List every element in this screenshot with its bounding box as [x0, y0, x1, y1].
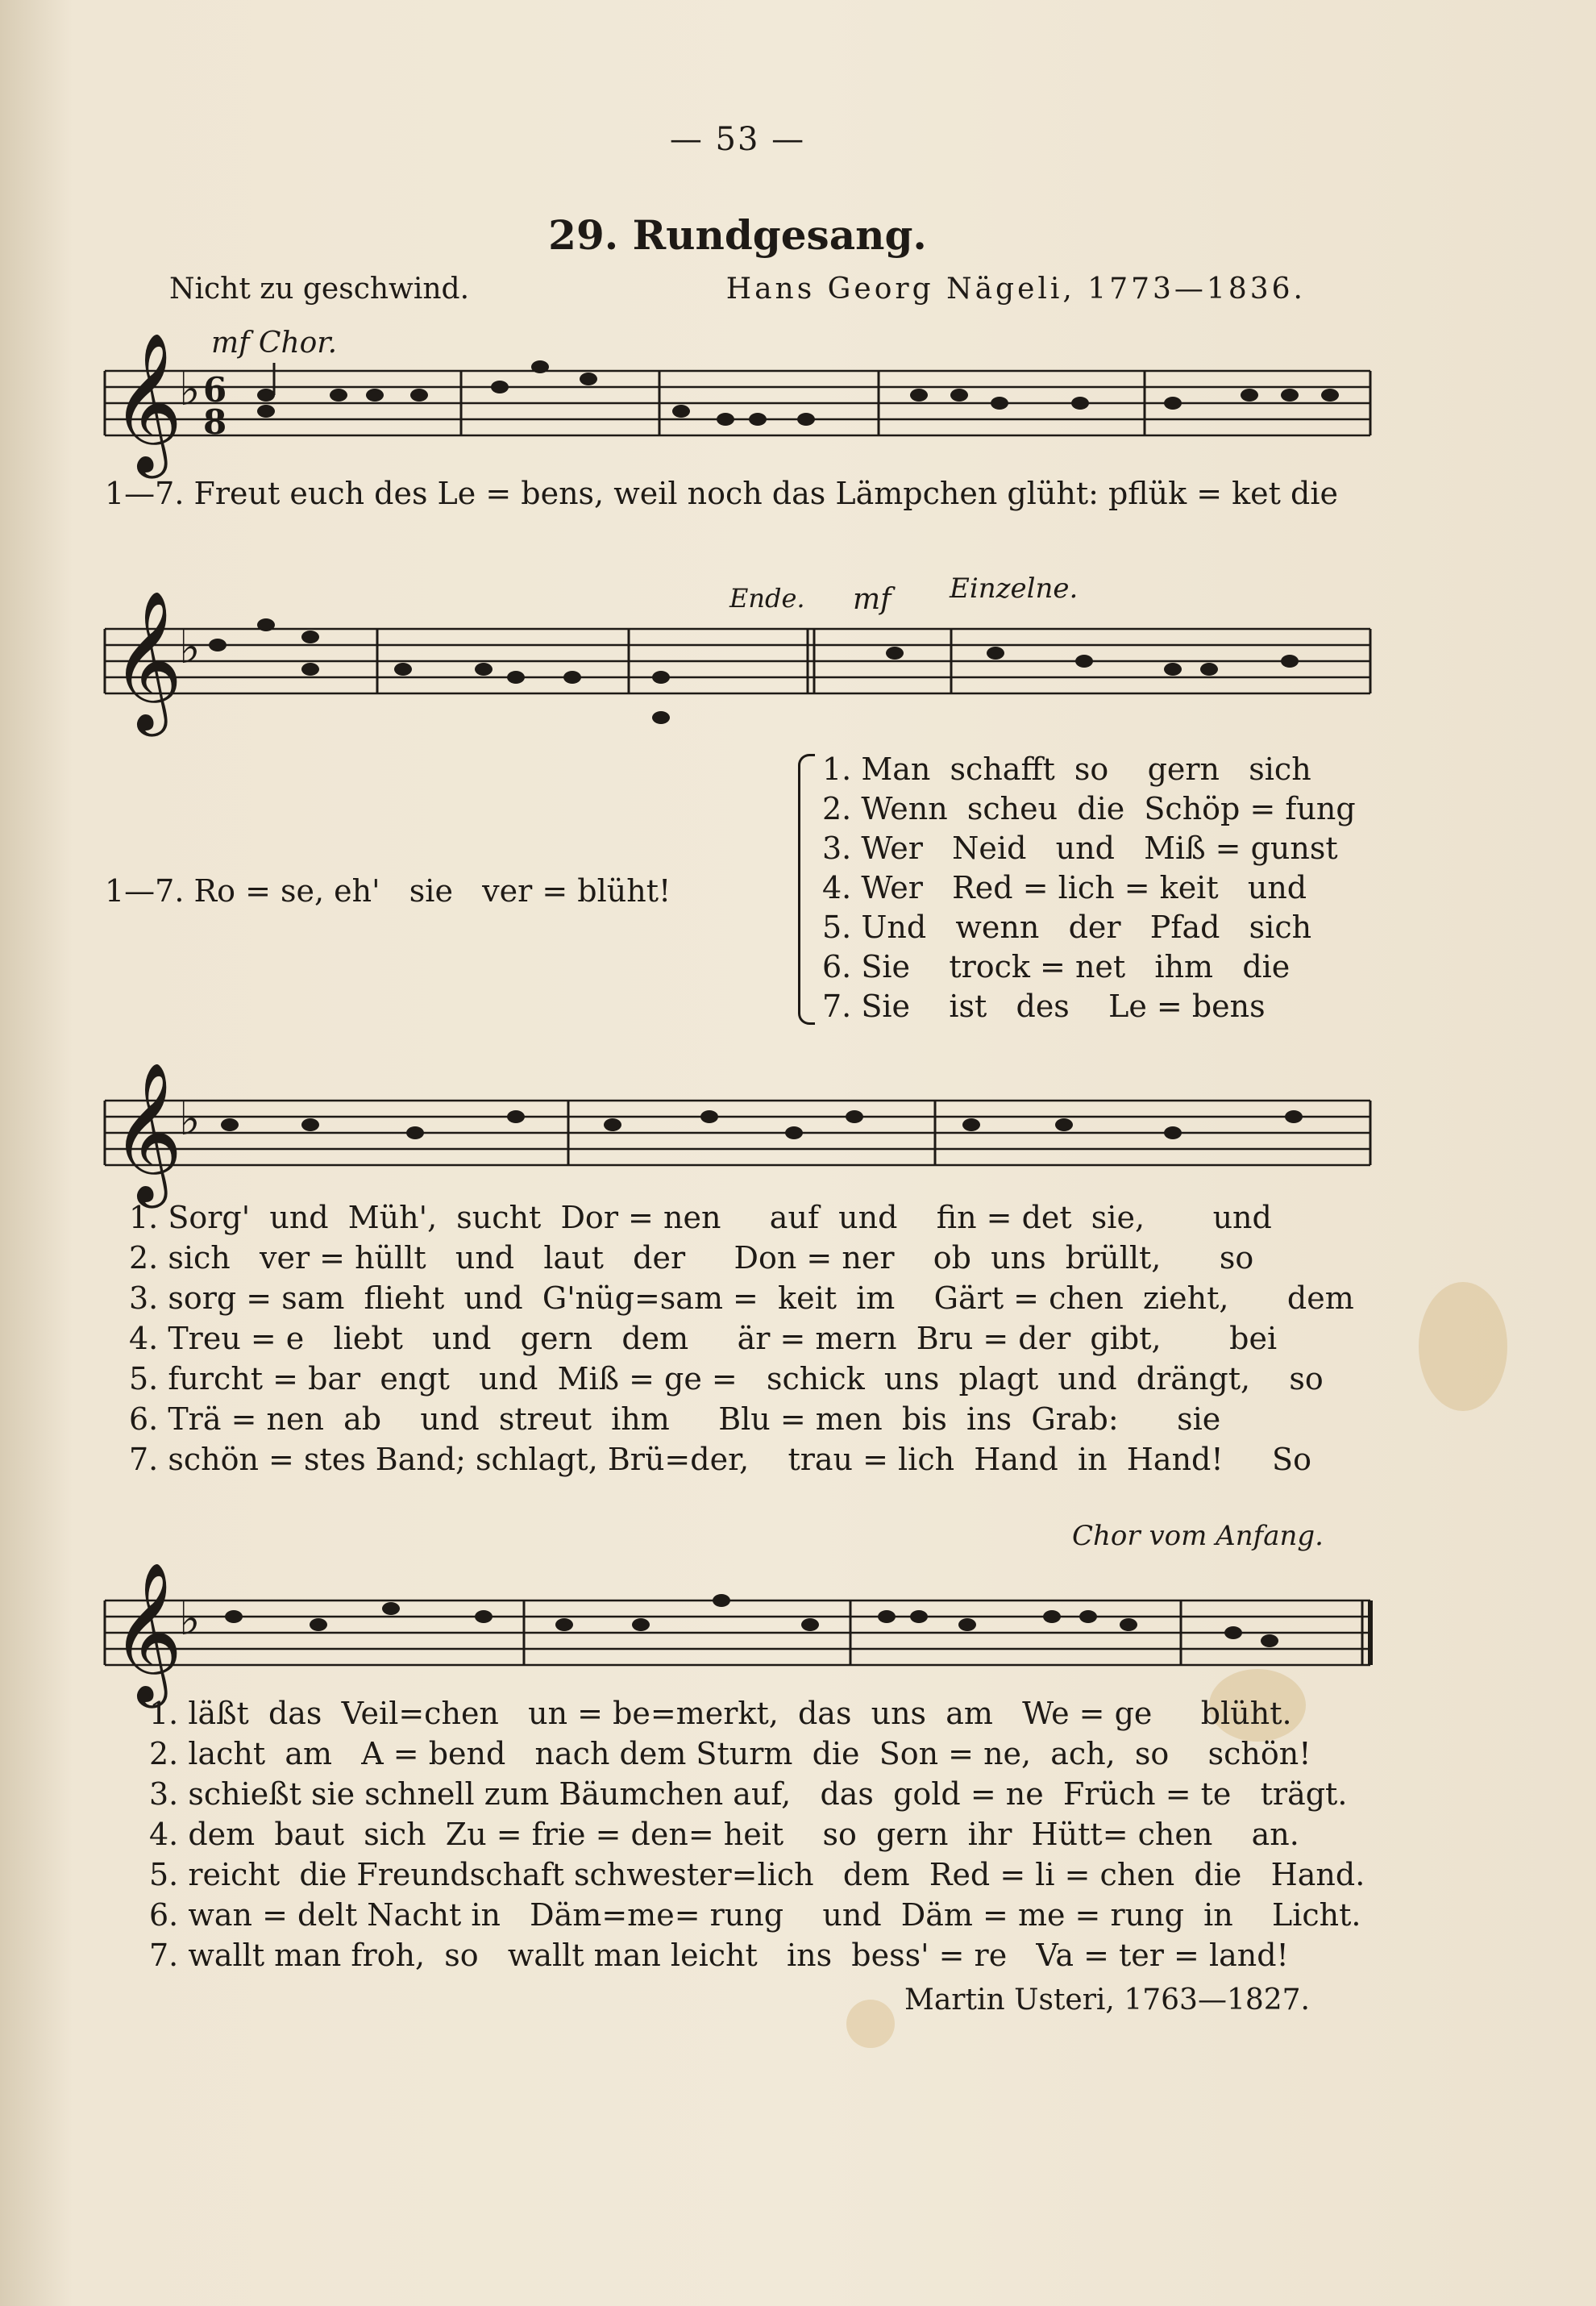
lyrics-system-2: 1—7. Ro = se, eh' sie ver = blüht!	[105, 873, 671, 909]
treble-clef-icon: 𝄞	[111, 1062, 183, 1202]
verse-line: 7. wallt man froh, so wallt man leicht ins bess' = re Va = ter = land!	[149, 1938, 1289, 1973]
verse-line: 7. schön = stes Band; schlagt, Brü=der, trau = lich Hand in Hand! So	[129, 1442, 1311, 1477]
notes	[225, 1594, 1278, 1647]
verse-line: 4. Treu = e liebt und gern dem är = mern Bru = der gibt, bei	[129, 1321, 1278, 1356]
tempo-marking: Nicht zu geschwind.	[169, 273, 470, 306]
paper-stain	[1419, 1282, 1507, 1411]
stanza-line: 1. Man schafft so gern sich	[822, 751, 1311, 787]
verse-line: 1. Sorg' und Müh', sucht Dor = nen auf und fin = det sie, und	[129, 1200, 1272, 1235]
verse-line: 6. wan = delt Nacht in Däm=me= rung und Däm = me = rung in Licht.	[149, 1897, 1361, 1933]
stanza-line: 7. Sie ist des Le = bens	[822, 989, 1266, 1024]
stanza-line: 6. Sie trock = net ihm die	[822, 949, 1291, 984]
time-signature-bottom: 8	[203, 402, 227, 442]
stanza-start-block	[822, 750, 1354, 1026]
treble-clef-icon: 𝄞	[111, 1562, 183, 1702]
flat-icon: ♭	[179, 1093, 201, 1146]
verse-line: 2. lacht am A = bend nach dem Sturm die Son = ne, ach, so schön!	[149, 1736, 1311, 1771]
time-signature-top: 6	[203, 370, 227, 410]
stanza-line: 5. Und wenn der Pfad sich	[822, 909, 1312, 945]
verse-line: 5. furcht = bar engt und Miß = ge = schick uns plagt und drängt, so	[129, 1361, 1324, 1397]
verse-line: 4. dem baut sich Zu = frie = den= heit so gern ihr Hütt= chen an.	[149, 1817, 1299, 1852]
verse-line: 2. sich ver = hüllt und laut der Don = ner ob uns brüllt, so	[129, 1240, 1254, 1276]
marking-chor-vom-anfang: Chor vom Anfang.	[1072, 1520, 1324, 1552]
verse-line: 6. Trä = nen ab und streut ihm Blu = men bis ins Grab: sie	[129, 1401, 1221, 1437]
verse-line: 3. schießt sie schnell zum Bäumchen auf, das gold = ne Früch = te trägt.	[149, 1776, 1348, 1812]
paper-stain	[846, 2000, 895, 2048]
lyrics-system-1: 1—7. Freut euch des Le = bens, weil noch das Lämpchen glüht: pflük = ket die	[105, 476, 1338, 511]
treble-clef-icon: 𝄞	[111, 590, 183, 731]
lyricist-credit: Martin Usteri, 1763—1827.	[904, 1983, 1310, 2017]
flat-icon: ♭	[179, 1593, 201, 1646]
dynamic-mf-chor: mf Chor.	[211, 327, 338, 360]
marking-ende: Ende.	[729, 583, 805, 614]
brace-icon	[798, 754, 815, 1025]
staff-lines	[105, 629, 1370, 693]
verse-line: 5. reicht die Freundschaft schwester=lich dem Red = li = chen die Hand.	[149, 1857, 1365, 1892]
composer-credit: Hans Georg Nägeli, 1773—1836.	[725, 273, 1306, 306]
verse-line: 3. sorg = sam flieht und G'nüg=sam = keit im Gärt = chen zieht, dem	[129, 1280, 1354, 1316]
staff-system-4	[0, 1562, 1596, 1702]
notes	[209, 618, 1299, 724]
verse-end-block	[149, 1693, 1365, 1975]
verse-middle-block	[129, 1197, 1354, 1480]
flat-icon: ♭	[179, 364, 201, 416]
stanza-line: 2. Wenn scheu die Schöp = fung	[822, 791, 1356, 826]
verse-line: 1. läßt das Veil=chen un = be=merkt, das uns am We = ge blüht.	[149, 1696, 1292, 1731]
stanza-line: 4. Wer Red = lich = keit und	[822, 870, 1307, 905]
flat-icon: ♭	[179, 622, 201, 674]
page-number: — 53 —	[669, 121, 806, 158]
marking-einzelne: Einzelne.	[950, 572, 1079, 605]
staff-system-3	[0, 1062, 1596, 1202]
dynamic-mf: mf	[853, 583, 892, 616]
song-title: 29. Rundgesang.	[548, 211, 927, 259]
treble-clef-icon: 𝄞	[111, 332, 183, 472]
notes	[221, 1110, 1303, 1139]
stanza-line: 3. Wer Neid und Miß = gunst	[822, 830, 1338, 866]
